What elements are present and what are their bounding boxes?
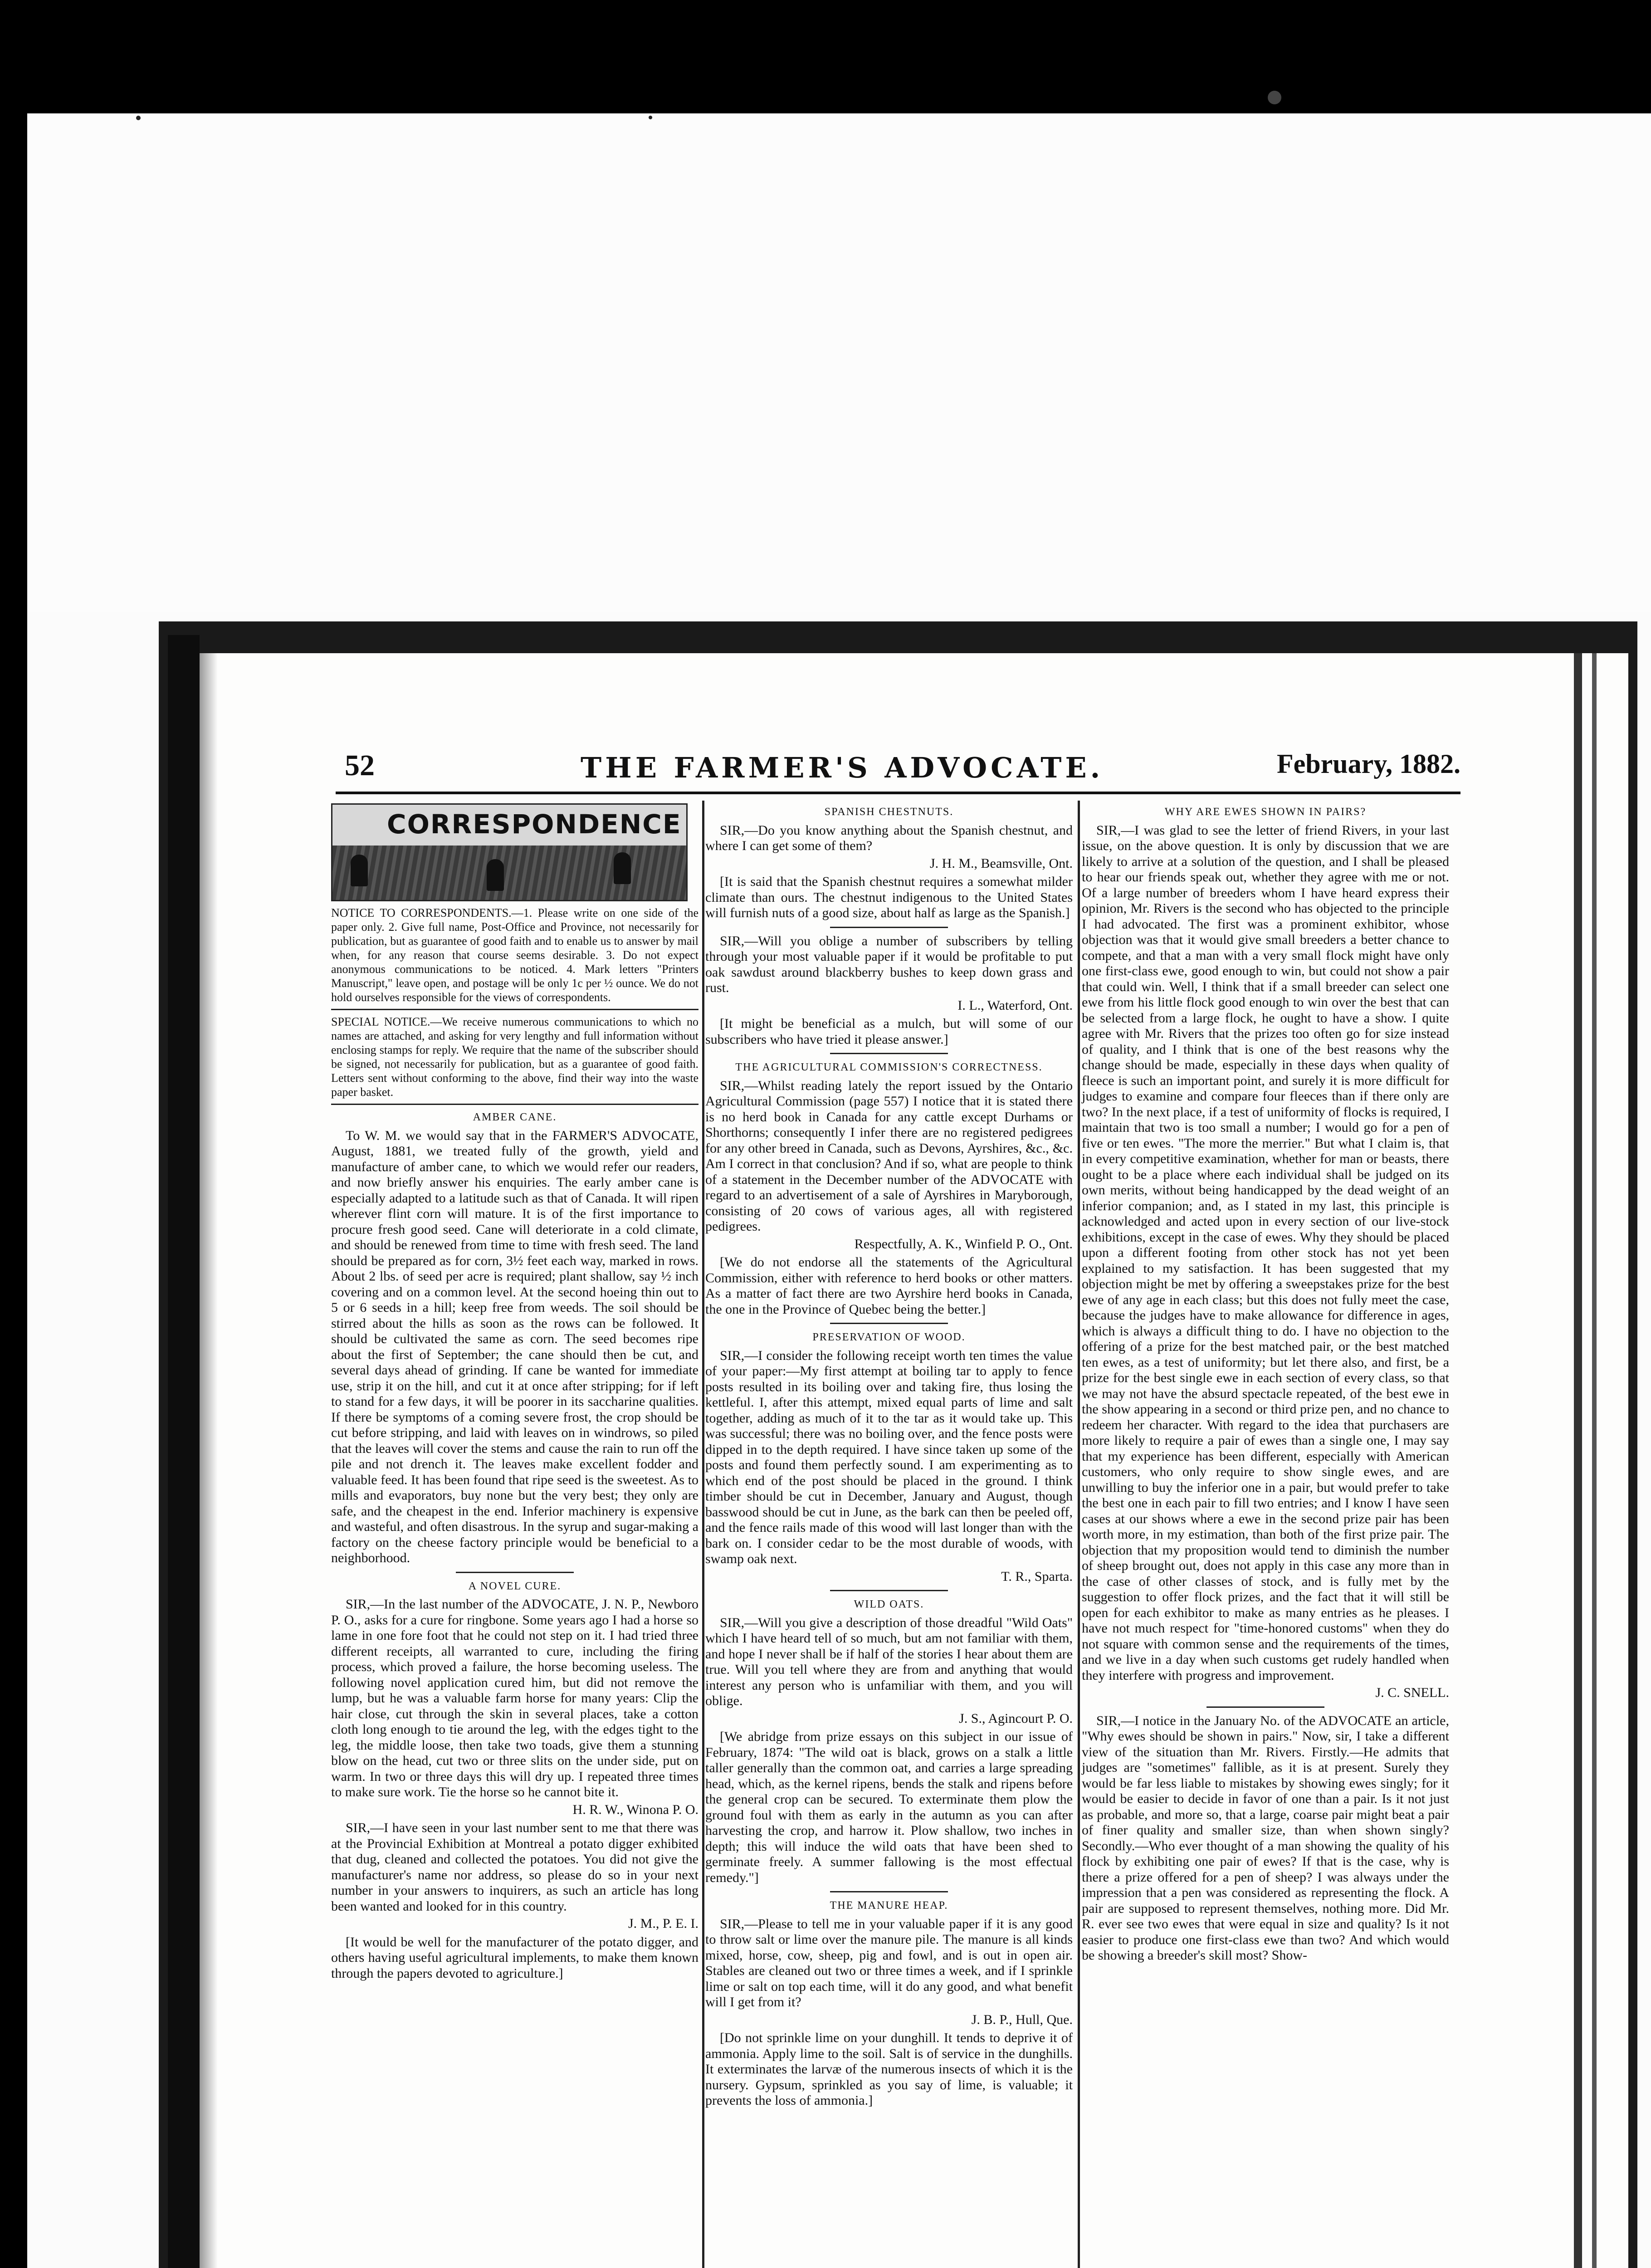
article-body: SIR,—Will you give a description of those dreadful "Wild Oats" which I have heard tell of so much, but am not familiar with them, and hope I never shall be if half of the stories I hear about them are true. Will you tell where they are from and anything that would interest any person who is unfamiliar with them, and you will oblige. [705,1615,1073,1708]
farmer-figure-icon [614,852,631,884]
column-rule [1078,801,1080,2268]
issue-date: February, 1882. [1277,749,1460,779]
article-title: WILD OATS. [854,1598,924,1610]
signature: J. H. M., Beamsville, Ont. [930,855,1073,871]
page-number: 52 [345,749,375,782]
article-title: SPANISH CHESTNUTS. [824,806,954,818]
article-body: SIR,—Whilst reading lately the report issued by the Ontario Agricultural Commission (page 557) I notice that it is stated there is no herd book in Canada for any cattle except Durhams or Shorthorns; consequently I infer there are no registered pedigrees for any other breed in Canada, such as Devons, Ayrshires, &c., &c. Am I correct in that conclusion? And if so, what are people to think of a statement in the December number of the ADVOCATE with regard to an advertisement of a sale of Ayrshires in Maryborough, consisting of 20 cows of various ages, all with registered pedigrees. [705,1078,1073,1234]
article-body: SIR,—I consider the following receipt worth ten times the value of your paper:—My first attempt at boiling tar to apply to fence posts resulted in its boiling over and taking fire, thus losing the kettleful. I, after this attempt, mixed equal parts of lime and salt together, adding as much of it to the tar as it would take up. This was successful; there was no boiling over, and the fence posts were dipped in to the depth required. I have since taken up some of the posts and found them perfectly sound. I am experimenting as to which end of the post should be placed in the ground. I think timber should be cut in December, January and August, though basswood should be cut in June, as the bark can then be peeled off, and the fence rails made of this wood will last longer than with the bark on. I consider cedar to be the most durable of woods, with swamp oak next. [705,1348,1073,1566]
article-body: SIR,—Will you oblige a number of subscribers by telling through your most valuable paper if it would be profitable to put oak sawdust around blackberry bushes to keep down grass and rust. [705,933,1073,995]
divider [830,927,948,928]
signature: J. S., Agincourt P. O. [959,1711,1073,1726]
editor-reply: [It would be well for the manufacturer of the potato digger, and others having useful agricultural implements, to make them known through the papers devoted to agriculture.] [331,1934,698,1981]
signature: Respectfully, A. K., Winfield P. O., Ont. [854,1236,1073,1251]
page-gutter [200,653,218,2268]
article-body: SIR,—I was glad to see the letter of friend Rivers, in your last issue, on the above question. It is only by discussion that we are likely to arrive at a solution of the question, and I shall be pleased to hear our friends speak out, whether they agree with me or not. Of a large number of breeders whom I have heard express their opinion, Mr. Rivers is the second who has objected to the principle I had advocated. The first was a prominent exhibitor, whose objection was that it would give small breeders a better chance to compete, and that a man with a very small flock might have only one first-class ewe, good enough to win, but could not show a pair that could win. Well, I think that if a small breeder can select one ewe from his little flock good enough to win over the best that can be selected from a large flock, he ought to have a show. I quite agree with Mr. Rivers that the prizes too often go for size instead of quality, and I think that is one of the best reasons why the change should be made, especially in these days when quality of fleece is such an important point, and surely it is more difficult for judges to examine and compare four fleeces than if there only are two? In the next place, if a test of uniformity of flocks is required, I maintain that two is too small a number; I would go for a pen of five or ten ewes. "The more the merrier." But what I claim is, that in every competitive examination, whether for man or beasts, there ought to be a place where each individual shall be judged on its own merits, without being handicapped by the dead weight of an inferior companion; and, as I stated in my last, this principle is acknowledged and acted upon in every section of our live-stock exhibitions, except in the case of ewes. Why they should be placed upon a different footing from other stock has not yet been explained to my satisfaction. It has been suggested that my objection might be met by offering a sweepstakes prize for the best ewe of any age in each class; but this does not fully meet the case, because the judges have to make allowance for difference in ages, which is always a difficult thing to do. I have no objection to the offering of a prize for the best matched pair, or the best matched ten ewes, as a test of uniformity; but let there also, and first, be a prize for the best single ewe in each section of every class, so that we may not have the absurd spectacle repeated, of the best ewe in the show appearing in a second or third prize pen, and no chance to redeem her character. With regard to the idea that purchasers are more likely to require a pair of ewes than a single one, I may say that my experience has been different, especially with American customers, who only require to show single ewes, and are unwilling to buy the inferior one in a pair, but would prefer to take the best one in each pair to fill two entries; and I know I have seen cases at our shows where a ewe in the second prize pair has been worth more, in my estimation, than both of the first prize pair. The objection that my proposition would tend to diminish the number of sheep brought out, does not apply in this case any more than in the case of other classes of stock, and is fully met by the suggestion to offer flock prizes, and the fact that it will still be open for each exhibitor to make as many entries as he pleases. I have not much respect for "time-honored customs" when they do not square with common sense and the requirements of the times, and we live in a day when such customs get rudely handled when they interfere with progress and improvement. [1082,822,1449,1683]
article-title: THE MANURE HEAP. [830,1900,948,1911]
editor-reply: [We do not endorse all the statements of the Agricultural Commission, either with reference to herd books or other matters. As a matter of fact there are two Ayrshire herd books in Canada, the one in the Province of Quebec being the better.] [705,1255,1073,1317]
article-body: SIR,—Do you know anything about the Spanish chestnut, and where I can get some of them? [705,822,1073,853]
page-edge [1592,653,1597,2268]
article-title: THE AGRICULTURAL COMMISSION'S CORRECTNESS. [735,1061,1043,1073]
signature: J. B. P., Hull, Que. [971,2012,1073,2027]
article-body: SIR,—In the last number of the ADVOCATE, J. N. P., Newboro P. O., asks for a cure for ringbone. Some years ago I had a horse so lame in one fore foot that he could not step on it. I had tried three different receipts, all warranted to cure, including the firing process, which proved a failure, the horse becoming useless. The following novel application cured him, but did not remove the lump, but he was a valuable farm horse for many years: Clip the hair close, cut through the skin in several places, take a cotton cloth long enough to tie around the leg, with the edges tight to the leg, the middle loose, then take two toads, give them a stunning blow on the head, cut two or three slits on the under side, put on warm. In two or three days this will dry up. I repeated three times to make sure work. Tie the horse so he cannot bite it. [331,1597,698,1799]
special-notice: SPECIAL NOTICE.—We receive numerous communications to which no names are attached, and asking for very lengthy and full information without enclosing stamps for reply. We require that the name of the subscriber should be signed, not necessarily for publication, but as a guarantee of good faith. Letters sent without conforming to the above, find their way into the waste paper basket. [331,1015,698,1099]
page-edge [1574,653,1582,2268]
correspondence-banner [331,803,688,901]
column-3 [1082,801,1449,1965]
editor-reply: [It might be beneficial as a mulch, but will some of our subscribers who have tried it please answer.] [705,1016,1073,1047]
column-1 [331,801,698,1985]
dust-speck [649,116,652,119]
editor-reply: [Do not sprinkle lime on your dunghill. It tends to deprive it of ammonia. Apply lime to the soil. Salt is of service in the dunghills. It exterminates the larvæ of the numerous insects of which it is the nursery. Gypsum, sprinkled as you say of lime, is valuable; it prevents the loss of ammonia.] [705,2030,1073,2108]
article-body: SIR,—I notice in the January No. of the ADVOCATE an article, "Why ewes should be shown in pairs." Now, sir, I take a different view of the situation than Mr. Rivers. Firstly.—He admits that judges are "sometimes" fallible, as it is at present. Surely they would be far less liable to mistakes by showing ewes singly; for it would be easier to decide in favor of one than a pair. Is it not just as probable, and more so, that a large, coarse pair might beat a pair of finer quality and smaller size, than when shown singly? Secondly.—Who ever thought of a man showing the quality of his flock by exhibiting one pair of ewes? If that is the case, why is there a prize offered for a pen of sheep? I was always under the impression that a pen was considered as representing the flock. A pair are supposed to represent themselves, nothing more. Did Mr. R. ever see two ewes that were equal in size and quality? Is it not easier to produce one first-class ewe than two? And which would be showing a breeder's skill most? Show- [1082,1713,1449,1963]
column-rule [702,801,704,2268]
article-body: SIR,—Please to tell me in your valuable paper if it is any good to throw salt or lime over the manure pile. The manure is all kinds mixed, horse, cow, sheep, pig and fowl, and is out in open air. Stables are cleaned out two or three times a week, and if I sprinkle lime or salt on top each time, will it do any good, and what benefit will I get from it? [705,1916,1073,2009]
editor-reply: [We abridge from prize essays on this subject in our issue of February, 1874: "The wild oat is black, grows on a stalk a little taller generally than the common oat, and carries a large spreading head, which, as the kernel ripens, bends the stalk and ripens before the general crop can be secured. To exterminate them plow the ground foul with them as early in the autumn as you can after harvesting the crop, and harrow it. Plow shallow, two inches in depth; this will induce the wild oats that have been shed to germinate freely. A summer fallowing is the most effectual remedy."] [705,1729,1073,1885]
scan-margin [27,113,1651,612]
article-body: To W. M. we would say that in the FARMER'S ADVOCATE, August, 1881, we treated fully of the growth, yield and manufacture of amber cane, to which we would refer our readers, and now briefly answer his enquiries. The early amber cane is especially adapted to a latitude such as that of Canada. It will ripen wherever flint corn will mature. It is of the first importance to procure fresh good seed. Cane will deteriorate in a cold climate, and should be renewed from time to time with fresh seed. The land should be prepared as for corn, 3½ feet each way, marked in rows. About 2 lbs. of seed per acre is required; plant shallow, say ½ inch covering and on a common level. At the second hoeing thin out to 5 or 6 seeds in a hill; keep free from weeds. The soil should be stirred about the hills as soon as the rows can be followed. It should be cultivated the same as corn. The seed becomes ripe about the first of September; the cane should then be cut, and several days ahead of grinding. If cane be wanted for immediate use, strip it on the hill, and cut it at once after stripping; for if left to stand for a few days, it will be poorer in its saccharine qualities. If there be symptoms of a coming severe frost, the crop should be cut before stripping, and laid with leaves on in windrows, so piled that the leaves will cover the stems and cause the rain to run off the pile and not drench it. The leaves make excellent fodder and valuable feed. It has been found that ripe seed is the sweetest. As to mills and evaporators, buy none but the very best; they only are safe, and the cheapest in the end. Inferior machinery is expensive and wasteful, and often disastrous. In the syrup and sugar-making a factory on the cheese factory principle would be beneficial to a neighborhood. [331,1128,698,1565]
book-spine [168,635,200,2268]
article-title: A NOVEL CURE. [468,1580,562,1592]
farmer-figure-icon [351,855,368,886]
header-rule [336,792,1460,794]
divider [1206,1706,1324,1708]
article-body: SIR,—I have seen in your last number sent to me that there was at the Provincial Exhibition at Montreal a potato digger exhibited that dug, cleaned and collected the potatoes. You did not give the manufacturer's name nor address, so please do so in your next number in your answers to inquirers, as such an article has long been wanted and looked for in this country. [331,1820,698,1914]
article-title: AMBER CANE. [473,1111,557,1123]
notice-to-correspondents: NOTICE TO CORRESPONDENTS.—1. Please write on one side of the paper only. 2. Give full name, Post-Office and Province, not necessarily for publication, but as guarantee of good faith and to enable us to answer by mail when, for any reason that course seems desirable. 3. Do not expect anonymous communications to be noticed. 4. Mark letters "Printers Manuscript," leave open, and postage will be only 1c per ½ ounce. We do not hold ourselves responsible for the views of correspondents. [331,906,698,1004]
divider [331,1104,698,1105]
divider [830,1323,948,1324]
masthead: THE FARMER'S ADVOCATE. [581,751,1104,784]
signature: J. M., P. E. I. [628,1916,698,1931]
divider [331,1009,698,1010]
dust-speck [1268,91,1281,104]
farmer-figure-icon [487,859,504,891]
dust-speck [136,116,141,120]
signature: J. C. SNELL. [1375,1685,1449,1700]
editor-reply: [It is said that the Spanish chestnut requires a somewhat milder climate than ours. The chestnut indigenous to the United States will furnish nuts of a good size, about half as large as the Spanish.] [705,874,1073,920]
divider [830,1891,948,1892]
signature: T. R., Sparta. [1001,1569,1073,1584]
banner-field [332,846,686,900]
divider [830,1053,948,1054]
article-title: PRESERVATION OF WOOD. [812,1331,966,1343]
divider [830,1590,948,1591]
banner-title: CORRESPONDENCE [387,809,682,840]
article-title: WHY ARE EWES SHOWN IN PAIRS? [1164,806,1367,818]
signature: H. R. W., Winona P. O. [572,1802,698,1817]
page-header [345,748,1460,785]
column-2 [705,801,1073,2112]
signature: I. L., Waterford, Ont. [957,997,1073,1013]
divider [456,1572,574,1573]
